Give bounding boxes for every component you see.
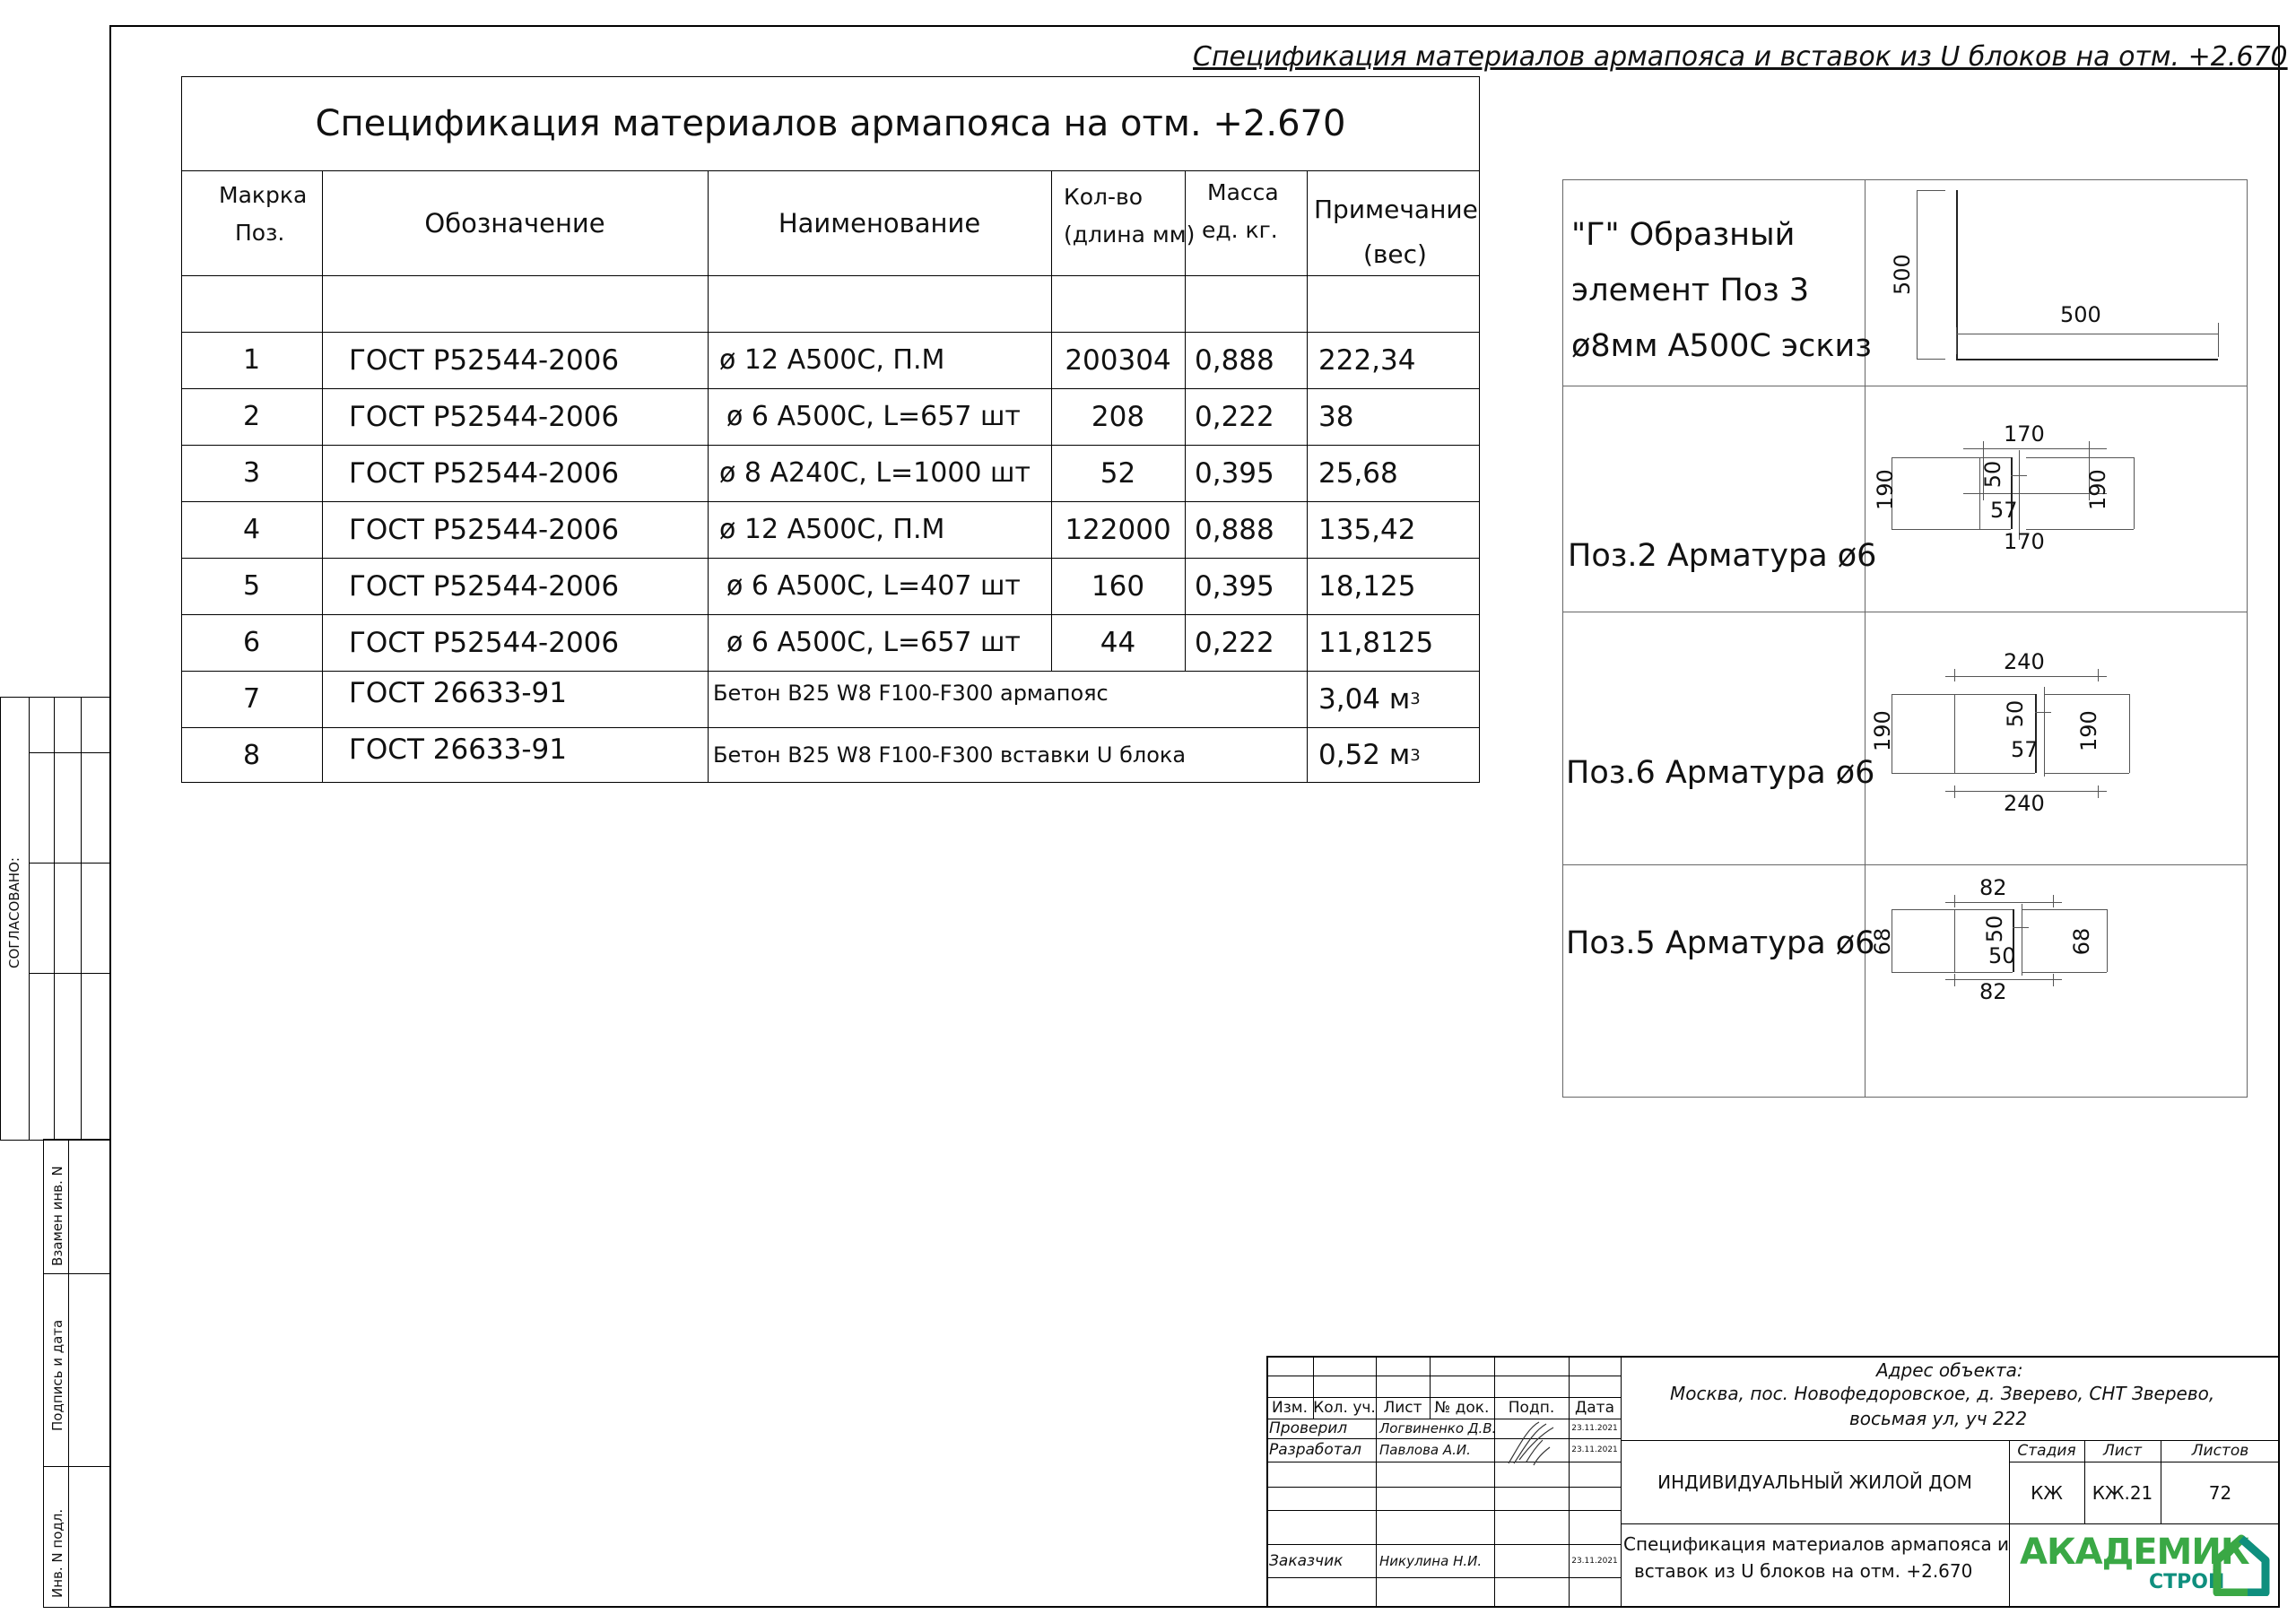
pos5-dim-inner-v: 50 (1982, 915, 2007, 943)
g-element-sketch (1865, 179, 2248, 386)
table-row-4-qty: 122000 (1065, 513, 1171, 546)
pos2-dim-inner-v: 50 (1980, 460, 2005, 489)
table-row-6-designation: ГОСТ Р52544-2006 (349, 626, 620, 659)
pos2-dim-inner-h: 57 (1990, 498, 2018, 523)
table-row-1-mass: 0,888 (1195, 343, 1274, 377)
g-element-line2: элемент Поз 3 (1571, 273, 1810, 308)
tb-checked-role: Проверил (1269, 1419, 1348, 1437)
pos6-label: Поз.6 Арматура ø6 (1566, 755, 1875, 791)
table-row-8-pos: 8 (242, 739, 261, 771)
table-row-7-note (1318, 671, 1480, 727)
table-row-2-qty: 208 (1091, 400, 1145, 433)
table-row-6-qty: 44 (1100, 626, 1136, 659)
table-row-2-name: ø 6 А500С, L=657 шт (726, 401, 1021, 432)
table-row-4-designation: ГОСТ Р52544-2006 (349, 513, 620, 546)
table-row-3-qty: 52 (1100, 456, 1136, 490)
table-row-7-note-value: 3,04 м (1318, 682, 1411, 716)
g-element-line3: ø8мм А500С эскиз (1571, 328, 1872, 364)
logo-sub-text: СТРОЙ (2149, 1571, 2225, 1593)
table-row-1-note: 222,34 (1318, 343, 1416, 377)
tb-col-izm: Изм. (1272, 1399, 1308, 1417)
pos5-label: Поз.5 Арматура ø6 (1566, 925, 1875, 961)
tb-address-label: Адрес объекта: (1876, 1359, 2023, 1381)
page-title: Спецификация материалов армапояса и вставок из U блоков на отм. +2.670 (1193, 41, 2288, 73)
tb-drawing-title-2: вставок из U блоков на отм. +2.670 (1634, 1560, 1973, 1582)
pos6-dim-top: 240 (2004, 649, 2045, 674)
table-row-6-pos: 6 (242, 627, 261, 658)
tb-col-sign: Подп. (1508, 1399, 1555, 1417)
header-mark: Макрка (219, 182, 308, 208)
pos6-dim-left: 190 (1870, 710, 1895, 751)
table-row-1-qty: 200304 (1065, 343, 1171, 377)
pos2-dim-bottom: 170 (2004, 529, 2045, 554)
tb-developed-date: 23.11.2021 (1571, 1445, 1618, 1454)
table-row-5-designation: ГОСТ Р52544-2006 (349, 569, 620, 603)
table-row-8-note (1318, 727, 1480, 783)
table-row-6-name: ø 6 А500С, L=657 шт (726, 627, 1021, 658)
g-dim-horizontal: 500 (2060, 302, 2101, 327)
tb-address-line2: восьмая ул, уч 222 (1849, 1408, 2028, 1429)
signature-image (1501, 1419, 1564, 1469)
table-row-5-mass: 0,395 (1195, 569, 1274, 603)
tb-stage-value: КЖ (2031, 1481, 2063, 1504)
pos5-sketch (1865, 864, 2248, 1098)
table-row-3-pos: 3 (242, 457, 261, 489)
table-row-2-note: 38 (1318, 400, 1354, 433)
tb-customer-role: Заказчик (1269, 1551, 1344, 1570)
tb-checked-name: Логвиненко Д.В. (1379, 1420, 1497, 1436)
table-row-7-pos: 7 (242, 683, 261, 715)
table-row-5-name: ø 6 А500С, L=407 шт (726, 570, 1021, 602)
tb-customer-date: 23.11.2021 (1571, 1556, 1618, 1566)
pos5-dim-bottom: 82 (1979, 979, 2007, 1004)
tb-address-line1: Москва, пос. Новофедоровское, д. Зверево, СНТ Зверево, (1670, 1383, 2215, 1404)
tb-stage-label: Стадия (2017, 1442, 2076, 1460)
replace-inv-label: Взамен инв. N (49, 1166, 65, 1266)
header-qty-1: Кол-во (1064, 184, 1144, 210)
tb-customer-name: Никулина Н.И. (1379, 1552, 1483, 1569)
table-row-5-qty: 160 (1091, 569, 1145, 603)
pos5-dim-top: 82 (1979, 875, 2007, 900)
table-row-2-pos: 2 (242, 401, 261, 432)
spec-table-title: Спецификация материалов армапояса на отм. +2.670 (315, 102, 1346, 144)
tb-sheets-label: Листов (2191, 1442, 2249, 1460)
pos6-sketch (1865, 612, 2248, 864)
table-row-6-mass: 0,222 (1195, 626, 1274, 659)
table-row-1-designation: ГОСТ Р52544-2006 (349, 343, 620, 377)
tb-drawing-title-1: Спецификация материалов армапояса и (1623, 1533, 2010, 1555)
house-logo-icon (2212, 1533, 2271, 1596)
pos6-dim-bottom: 240 (2004, 791, 2045, 816)
pos2-sketch (1865, 386, 2248, 612)
tb-project-name: ИНДИВИДУАЛЬНЫЙ ЖИЛОЙ ДОМ (1657, 1471, 1972, 1493)
table-row-1-name: ø 12 А500С, П.М (719, 344, 945, 376)
header-note-1: Примечание (1314, 195, 1478, 224)
table-row-7-note-sup: 3 (1410, 690, 1421, 708)
table-row-8-name: Бетон В25 W8 F100-F300 вставки U блока (713, 742, 1187, 768)
header-pos: Поз. (235, 220, 285, 246)
table-row-8-note-value: 0,52 м (1318, 739, 1411, 771)
sign-date-label: Подпись и дата (49, 1319, 65, 1431)
tb-checked-date: 23.11.2021 (1571, 1424, 1618, 1433)
pos5-dim-right: 68 (2069, 927, 2094, 956)
table-row-5-pos: 5 (242, 570, 261, 602)
table-row-8-designation: ГОСТ 26633-91 (349, 733, 567, 766)
header-mass-1: Масса (1207, 179, 1279, 205)
table-row-3-mass: 0,395 (1195, 456, 1274, 490)
table-row-3-note: 25,68 (1318, 456, 1398, 490)
table-row-4-name: ø 12 А500С, П.М (719, 514, 945, 545)
tb-sheet-label: Лист (2102, 1442, 2143, 1460)
pos2-dim-right: 190 (2085, 469, 2110, 510)
table-row-2-designation: ГОСТ Р52544-2006 (349, 400, 620, 433)
company-logo (2013, 1528, 2276, 1605)
pos2-dim-top: 170 (2004, 421, 2045, 447)
title-block (1266, 1356, 2280, 1608)
pos6-dim-inner-h: 57 (2011, 737, 2039, 762)
table-row-8-note-sup: 3 (1410, 745, 1421, 765)
pos2-dim-left: 190 (1873, 469, 1898, 510)
tb-developed-name: Павлова А.И. (1379, 1442, 1471, 1458)
tb-col-date: Дата (1574, 1399, 1615, 1417)
inv-orig-label: Инв. N подл. (49, 1508, 65, 1598)
tb-col-kol: Кол. уч. (1313, 1399, 1376, 1417)
sketch-table (1562, 179, 2248, 1098)
header-qty-2: (длина мм) (1064, 221, 1196, 247)
table-row-4-note: 135,42 (1318, 513, 1416, 546)
table-row-4-mass: 0,888 (1195, 513, 1274, 546)
table-row-7-designation: ГОСТ 26633-91 (349, 677, 567, 709)
tb-sheet-value: КЖ.21 (2092, 1481, 2153, 1504)
tb-sheets-value: 72 (2208, 1481, 2232, 1504)
header-note-2: (вес) (1363, 239, 1427, 269)
header-name: Наименование (778, 207, 981, 239)
header-mass-2: ед. кг. (1202, 217, 1278, 243)
g-element-line1: "Г" Образный (1571, 217, 1796, 253)
table-row-6-note: 11,8125 (1318, 626, 1434, 659)
table-row-4-pos: 4 (242, 514, 261, 545)
tb-developed-role: Разработал (1269, 1441, 1361, 1459)
tb-col-list: Лист (1383, 1399, 1422, 1417)
tb-col-doc: № док. (1434, 1399, 1490, 1417)
side-stamp-agreed (0, 697, 109, 1141)
spec-table (181, 76, 1480, 783)
agreed-label: СОГЛАСОВАНО: (6, 857, 22, 968)
table-row-3-name: ø 8 А240С, L=1000 шт (719, 457, 1031, 489)
table-row-7-name: Бетон В25 W8 F100-F300 армапояс (713, 681, 1109, 706)
pos6-dim-right: 190 (2076, 710, 2101, 751)
header-designation: Обозначение (424, 207, 605, 239)
table-row-2-mass: 0,222 (1195, 400, 1274, 433)
table-row-5-note: 18,125 (1318, 569, 1416, 603)
table-row-3-designation: ГОСТ Р52544-2006 (349, 456, 620, 490)
pos5-dim-inner-h: 50 (1988, 943, 2016, 968)
g-dim-vertical: 500 (1890, 254, 1915, 295)
table-row-1-pos: 1 (242, 344, 261, 376)
pos6-dim-inner-v: 50 (2003, 699, 2028, 728)
pos5-dim-left: 68 (1870, 927, 1895, 956)
logo-main-text: АКАДЕМИК (2020, 1532, 2249, 1573)
pos2-label: Поз.2 Арматура ø6 (1568, 538, 1877, 574)
